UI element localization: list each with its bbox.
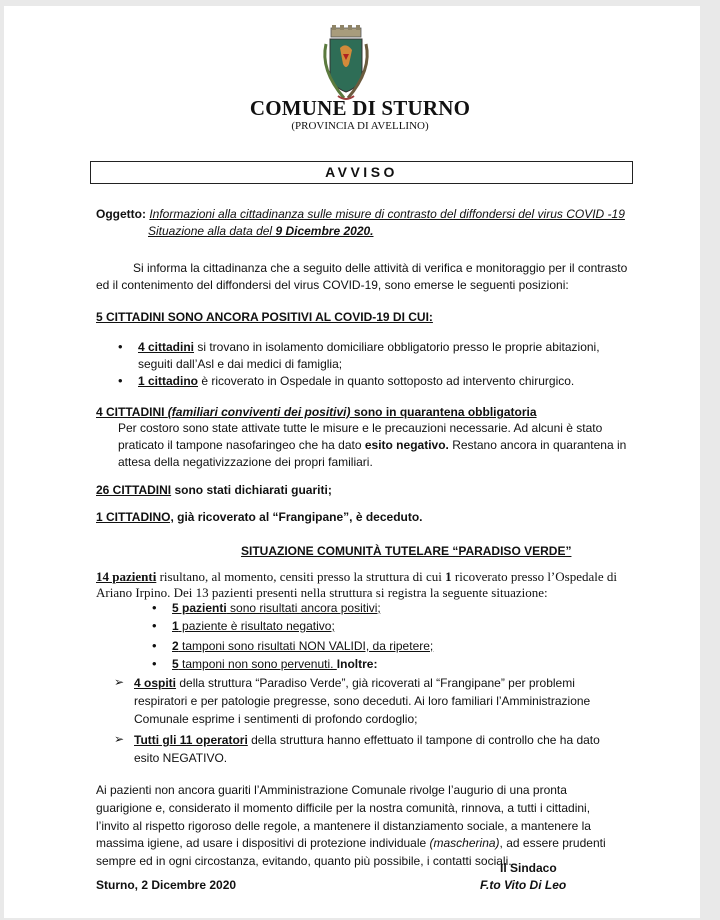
arrow-bullet-icon: ➢ xyxy=(114,732,125,746)
list-item: 5 tamponi non sono pervenuti. Inoltre: xyxy=(172,657,378,671)
province-subtitle: (PROVINCIA DI AVELLINO) xyxy=(291,120,429,132)
list-item: 1 paziente è risultato negativo; xyxy=(172,619,335,633)
recovered-line: 26 CITTADINI sono stati dichiarati guariti; xyxy=(96,483,332,497)
community-heading: SITUAZIONE COMUNITÀ TUTELARE “PARADISO VERDE” xyxy=(241,544,572,558)
bullet-dot-icon: • xyxy=(152,656,157,671)
arrow-bullet-icon: ➢ xyxy=(114,675,125,689)
closing-line: l’invito al rispetto rigoroso delle regole, a mantenere il distanziamento sociale, a mantenere la xyxy=(96,819,591,833)
list-item-continuation: esito NEGATIVO. xyxy=(134,751,228,765)
paragraph-line: attesa della negativizzazione dei propri familiari. xyxy=(118,455,373,469)
bullet-dot-icon: • xyxy=(152,638,157,653)
community-line: 14 pazienti risultano, al momento, censiti presso la struttura di cui 1 ricoverato presso l’Ospedale di xyxy=(96,569,617,584)
notice-title-box: AVVISO xyxy=(90,161,633,184)
list-item-continuation: Comunale esprime i sentimenti di profondo cordoglio; xyxy=(134,712,418,726)
quarantine-heading: 4 CITTADINI (familiari conviventi dei positivi) sono in quarantena obbligatoria xyxy=(96,405,537,419)
list-item: Tutti gli 11 operatori della struttura hanno effettuato il tampone di controllo che ha dato xyxy=(134,733,600,747)
paragraph-line: Per costoro sono state attivate tutte le misure e le precauzioni necessarie. Ad alcuni è stato xyxy=(118,421,603,435)
paragraph-line: praticato il tampone nasofaringeo che ha dato esito negativo. Restano ancora in quarantena in xyxy=(118,438,627,452)
closing-line: Ai pazienti non ancora guariti l’Amministrazione Comunale rivolge l’augurio di una pronta xyxy=(96,783,567,797)
signature-role: Il Sindaco xyxy=(500,861,557,875)
bullet-dot-icon: • xyxy=(152,600,157,615)
bullet-dot-icon: • xyxy=(118,373,123,388)
subject-text: Informazioni alla cittadinanza sulle misure di contrasto del diffondersi del virus COVID -19 xyxy=(149,207,625,221)
list-item: 5 pazienti sono risultati ancora positivi; xyxy=(172,601,381,615)
signature-name: F.to Vito Di Leo xyxy=(480,878,567,892)
closing-line: sempre ed in ogni circostanza, evitando, quanto più possibile, i contatti sociali. xyxy=(96,854,512,868)
list-item: 1 cittadino è ricoverato in Ospedale in quanto sottoposto ad intervento chirurgico. xyxy=(138,374,575,388)
list-item: 4 ospiti della struttura “Paradiso Verde”, già ricoverati al “Frangipane” per problemi xyxy=(134,676,575,690)
subject-label: Oggetto: xyxy=(96,207,146,221)
closing-line: guarigione e, considerato il momento difficile per la nostra comunità, rinnova, a tutti i cittadini, xyxy=(96,801,591,815)
community-line: Ariano Irpino. Dei 13 pazienti presenti nella struttura si registra la seguente situazione: xyxy=(96,585,548,600)
deceased-line: 1 CITTADINO, già ricoverato al “Frangipane”, è deceduto. xyxy=(96,510,423,524)
list-item-continuation: respiratori e per patologie pregresse, sono deceduti. Ai loro familiari l’Amministrazione xyxy=(134,694,591,708)
place-date: Sturno, 2 Dicembre 2020 xyxy=(96,878,237,892)
bullet-dot-icon: • xyxy=(152,618,157,633)
bullet-dot-icon: • xyxy=(118,339,123,354)
intro-line: Si informa la cittadinanza che a seguito delle attività di verifica e monitoraggio per il contrasto xyxy=(133,261,628,275)
municipality-title: COMUNE DI STURNO xyxy=(249,96,471,120)
list-item: 4 cittadini si trovano in isolamento domiciliare obbligatorio presso le proprie abitazioni, xyxy=(138,340,600,354)
coat-of-arms-icon xyxy=(318,24,374,104)
intro-line: ed il contenimento del diffondersi del virus COVID-19, sono emerse le seguenti posizioni: xyxy=(96,278,569,292)
subject-line xyxy=(96,206,625,223)
list-item-continuation: seguiti dall’Asl e dai medici di famiglia; xyxy=(138,357,343,371)
positive-heading: 5 CITTADINI SONO ANCORA POSITIVI AL COVID-19 DI CUI: xyxy=(96,310,433,324)
list-item: 2 tamponi sono risultati NON VALIDI, da ripetere; xyxy=(172,639,434,653)
closing-line: massima igiene, ad usare i dispositivi di protezione individuale (mascherina), ad essere prudenti xyxy=(96,836,606,850)
subject-date: 9 Dicembre 2020. xyxy=(275,224,374,238)
subject-date-line: Situazione alla data del 9 Dicembre 2020. xyxy=(148,224,374,238)
